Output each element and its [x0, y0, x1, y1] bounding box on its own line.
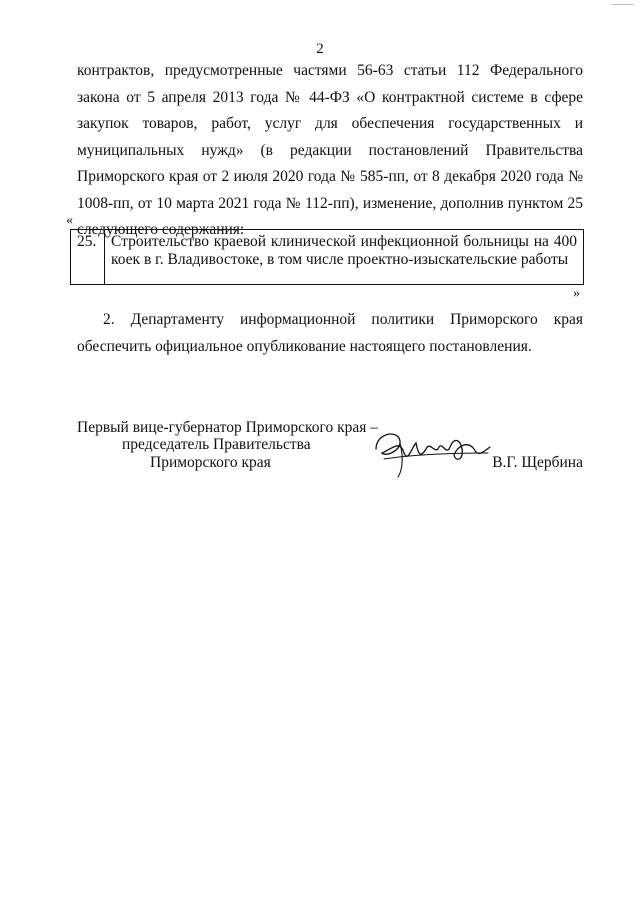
- signer-title-line-2: председатель Правительства: [122, 436, 311, 453]
- amendment-item-text: Строительство краевой клинической инфекционной больницы на 400 коек в г. Владивостоке, в том числе проектно-изыскательские работы: [111, 233, 577, 268]
- scan-corner-mark: [612, 4, 634, 5]
- paragraph-amendment-intro: контрактов, предусмотренные частями 56-63 статьи 112 Федерального закона от 5 апреля 2013 года № 44-ФЗ «О контрактной системе в сфере закупок товаров, работ, услуг для обеспечения государственных и муниципальных нужд» (в редакции постановлений Правительства Приморского края от 2 июля 2020 года № 585-пп, от 8 декабря 2020 года № 1008-пп, от 10 марта 2021 года № 112-пп), изменение, дополнив пунктом 25 следующего содержания:: [77, 62, 583, 238]
- close-quote: »: [573, 286, 580, 301]
- signer-title-line-1: Первый вице-губернатор Приморского края –: [77, 419, 379, 436]
- handwritten-signature: [370, 419, 500, 479]
- signer-name: В.Г. Щербина: [492, 454, 583, 471]
- amendment-table: [70, 229, 584, 285]
- signature-block: [77, 419, 583, 479]
- open-quote: «: [66, 213, 73, 228]
- page-number: 2: [316, 41, 324, 57]
- amendment-item-number: 25.: [71, 230, 105, 284]
- paragraph-publication: 2. Департаменту информационной политики Приморского края обеспечить официальное опубликование настоящего постановления.: [77, 311, 583, 355]
- signer-title-line-3: Приморского края: [150, 454, 271, 471]
